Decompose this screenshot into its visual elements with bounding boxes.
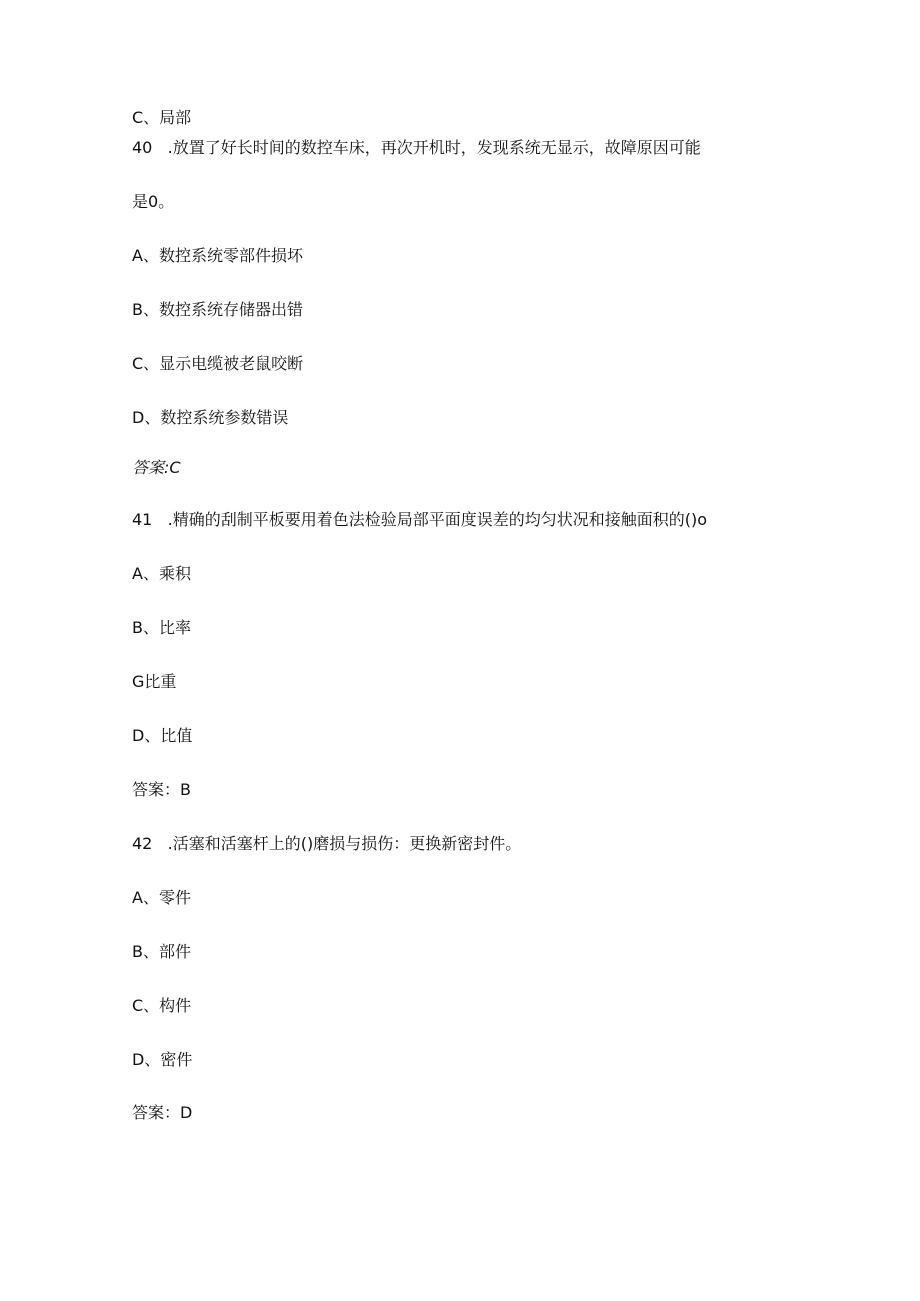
question-42-option-a: A、零件 [132, 888, 191, 907]
question-41-option-b: B、比率 [132, 618, 191, 637]
question-40-text-continued: 是0。 [132, 192, 175, 211]
question-41-option-d: D、比值 [132, 726, 193, 745]
question-41-option-a: A、乘积 [132, 564, 191, 583]
question-41-option-c: G比重 [132, 672, 177, 691]
question-42-option-c: C、构件 [132, 996, 192, 1015]
question-41-answer: 答案：B [132, 780, 191, 799]
question-41-text: 41 .精确的刮制平板要用着色法检验局部平面度误差的均匀状况和接触面积的()o [132, 510, 707, 529]
option-c-previous: C、局部 [132, 108, 192, 127]
question-42-text: 42 .活塞和活塞杆上的()磨损与损伤：更换新密封件。 [132, 834, 522, 853]
question-40-option-c: C、显示电缆被老鼠咬断 [132, 354, 304, 373]
question-40-answer: 答案:C [132, 458, 181, 477]
question-40-text: 40 .放置了好长时间的数控车床，再次开机时，发现系统无显示，故障原因可能 [132, 138, 701, 157]
question-40-option-b: B、数控系统存储器出错 [132, 300, 303, 319]
question-40-option-a: A、数控系统零部件损坏 [132, 246, 303, 265]
question-40-option-d: D、数控系统参数错误 [132, 408, 289, 427]
question-42-option-b: B、部件 [132, 942, 191, 961]
question-42-answer: 答案：D [132, 1103, 193, 1122]
question-42-option-d: D、密件 [132, 1050, 193, 1069]
